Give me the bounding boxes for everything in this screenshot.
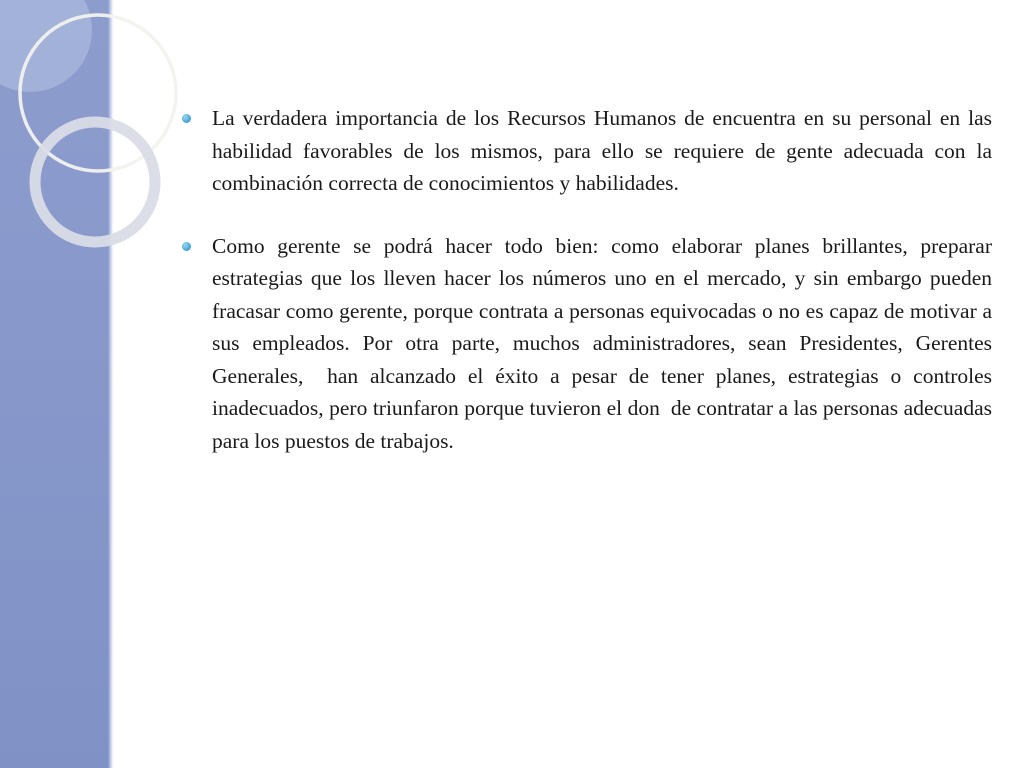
bullet-item bbox=[182, 102, 998, 200]
slide-content bbox=[182, 102, 998, 487]
decorative-blob bbox=[0, 0, 92, 92]
decorative-ring-medium bbox=[35, 122, 155, 242]
bullet-text: Como gerente se podrá hacer todo bien: como elaborar planes brillantes, preparar estrategias que los lleven hacer los números uno en el mercado, y sin embargo pueden fracasar como gerente, porque contrata a personas equivocadas o no es capaz de motivar a sus empleados. Por otra parte, muchos administradores, sean Presidentes, Gerentes Generales, han alcanzado el éxito a pesar de tener planes, estrategias o controles inadecuados, pero triunfaron porque tuvieron el don de contratar a las personas adecuadas para los puestos de trabajos. bbox=[212, 233, 998, 453]
bullet-dot-icon bbox=[182, 114, 191, 123]
bullet-item bbox=[182, 230, 998, 458]
bullet-text: La verdadera importancia de los Recursos Humanos de encuentra en su personal en las habilidad favorables de los mismos, para ello se requiere de gente adecuada con la combinación correcta de conocimientos y habilidades. bbox=[212, 106, 998, 195]
decorative-rings bbox=[0, 0, 180, 260]
bullet-dot-icon bbox=[182, 242, 191, 251]
